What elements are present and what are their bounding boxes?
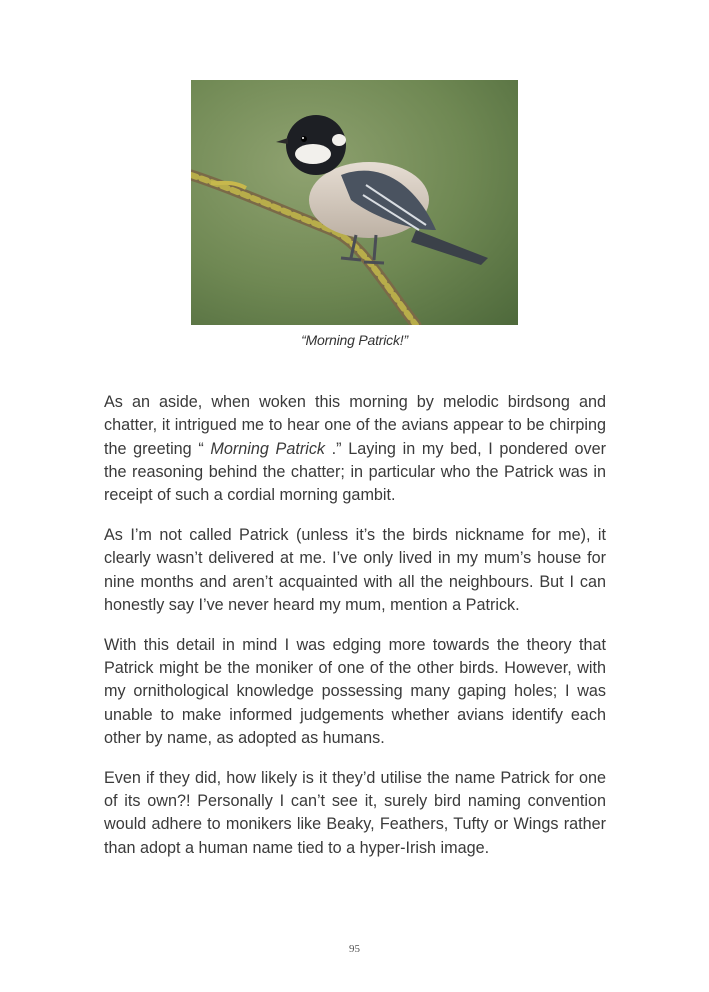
- paragraph-1-start: As an aside, when woken this morning by melodic birdsong and chatter, it intrigued me to hear one of the avians appear to be chirping the greeting “: [104, 393, 606, 458]
- page-number: 95: [349, 943, 360, 955]
- paragraph-4: Even if they did, how likely is it they’d utilise the name Patrick for one of its own?! Personally I can’t see it, surely bird naming convention would adhere to monikers like Beaky, Feathers, Tufty or Wings rather than adopt a human name tied to a hyper-Irish image.: [104, 768, 606, 857]
- paragraph-1-end: .” Laying in my bed, I pondered over the reasoning behind the chatter; in particular who the Patrick was in receipt of such a cordial morning gambit.: [104, 439, 606, 505]
- paragraph-1: [104, 391, 606, 507]
- paragraph-3: With this detail in mind I was edging more towards the theory that Patrick might be the moniker of one of the other birds. However, with my ornithological knowledge possessing many gaping holes; I was unable to make informed judgements whether avians identify each other by name, as adopted as humans.: [104, 635, 606, 747]
- coal-tit-photo: [191, 80, 518, 325]
- photo-caption: “Morning Patrick!”: [301, 332, 408, 348]
- greeting-emphasis: Morning Patrick: [210, 439, 326, 458]
- article-body: [104, 391, 606, 876]
- paragraph-2: As I’m not called Patrick (unless it’s the birds nickname for me), it clearly wasn’t delivered at me. I’ve only lived in my mum’s house for nine months and aren’t acquainted with all the neighbours. But I can honestly say I’ve never heard my mum, mention a Patrick.: [104, 525, 606, 614]
